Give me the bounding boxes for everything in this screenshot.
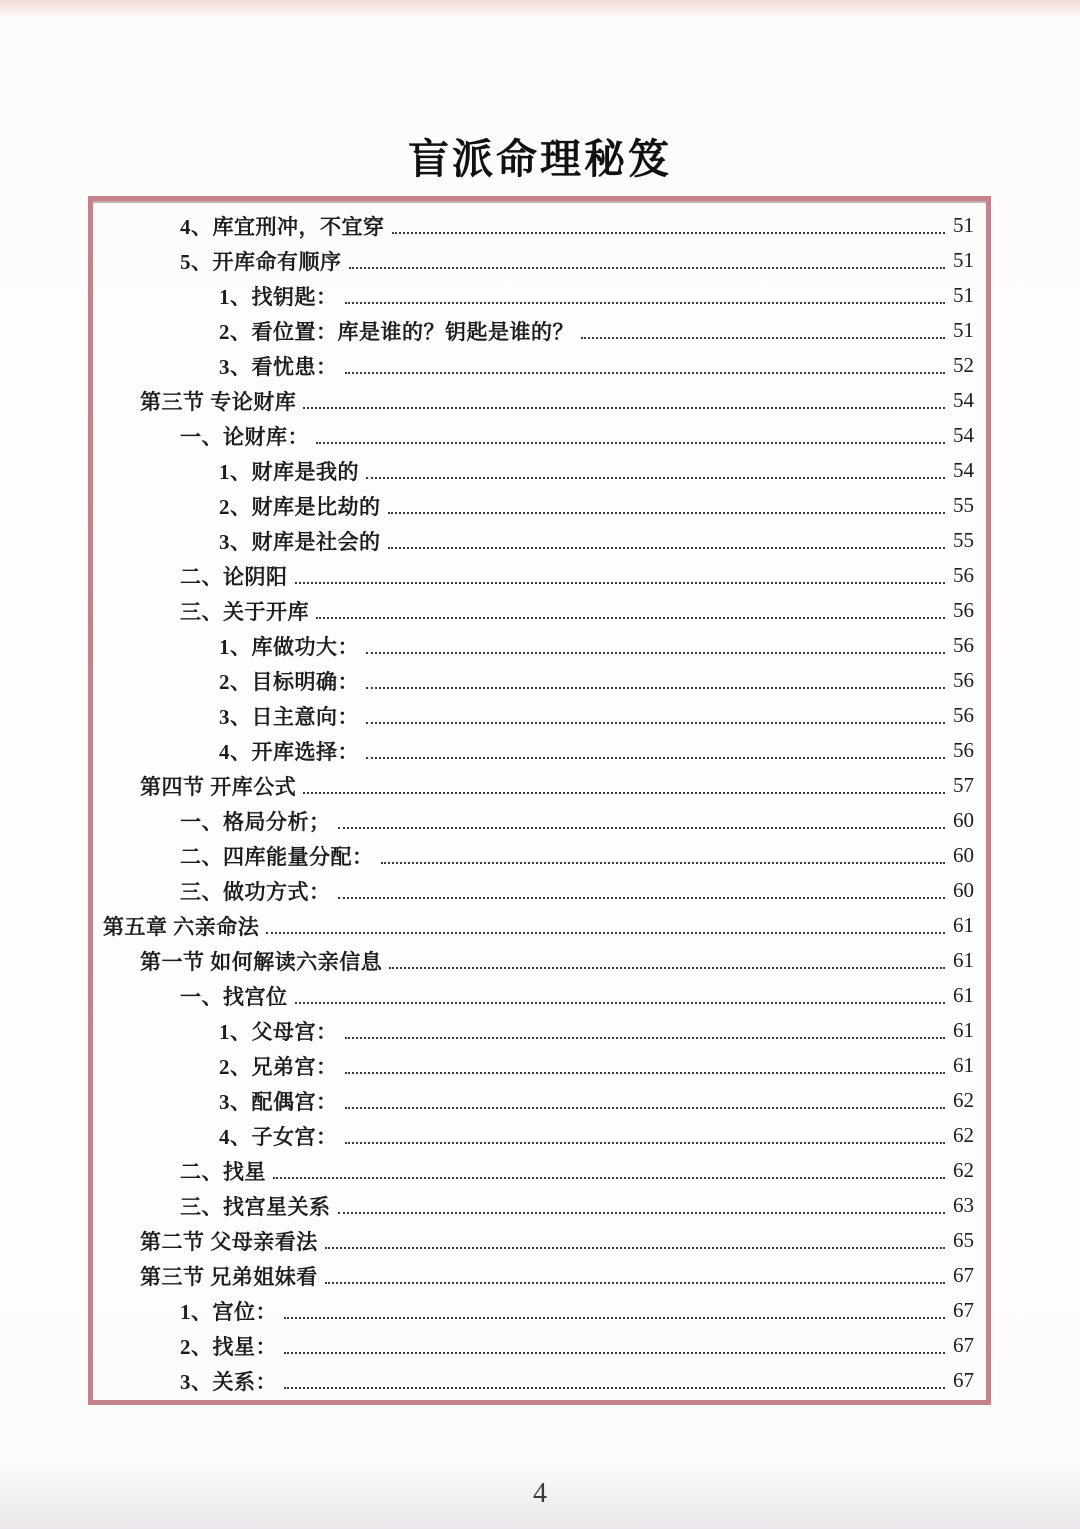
toc-entry <box>93 1153 974 1188</box>
toc-entry-title: 第三节 专论财库 <box>140 389 297 414</box>
toc-entry <box>93 838 974 873</box>
toc-entry-page-number: 67 <box>953 1298 974 1322</box>
page-number: 4 <box>533 1478 547 1509</box>
toc-entry <box>93 1188 974 1223</box>
toc-entry-page-number: 67 <box>953 1263 974 1287</box>
toc-entry-title: 三、做功方式： <box>180 879 331 904</box>
toc-entry-page-number: 61 <box>953 983 974 1007</box>
toc-entry-page-number: 56 <box>953 598 974 622</box>
toc-entry <box>93 313 974 348</box>
dot-leader <box>284 1317 945 1319</box>
toc-entry-page-number: 56 <box>953 563 974 587</box>
toc-entry <box>93 1223 974 1258</box>
toc-entry <box>93 628 974 663</box>
toc-entry-title: 4、库宜刑冲，不宜穿 <box>180 214 385 239</box>
toc-entry <box>93 1363 974 1398</box>
toc-entry-page-number: 61 <box>953 1018 974 1042</box>
toc-entry-page-number: 55 <box>953 493 974 517</box>
toc-entry-page-number: 61 <box>953 1053 974 1077</box>
toc-entry-page-number: 52 <box>953 353 974 377</box>
dot-leader <box>345 1072 946 1074</box>
toc-entry-title: 二、四库能量分配： <box>180 844 374 869</box>
dot-leader <box>349 267 946 269</box>
toc-entry-page-number: 56 <box>953 738 974 762</box>
toc-entry <box>93 803 974 838</box>
dot-leader <box>366 757 945 759</box>
toc-entry <box>93 663 974 698</box>
toc-list <box>93 208 974 1398</box>
toc-entry <box>93 383 974 418</box>
toc-entry <box>93 943 974 978</box>
dot-leader <box>303 407 945 409</box>
toc-entry-page-number: 54 <box>953 458 974 482</box>
toc-entry-title: 2、看位置：库是谁的？钥匙是谁的？ <box>219 319 574 344</box>
dot-leader <box>303 792 945 794</box>
toc-entry-page-number: 51 <box>953 248 974 272</box>
toc-frame <box>88 196 991 1405</box>
dot-leader <box>388 547 946 549</box>
toc-entry-title: 三、关于开库 <box>180 599 309 624</box>
toc-entry-page-number: 61 <box>953 948 974 972</box>
toc-entry-page-number: 62 <box>953 1088 974 1112</box>
toc-entry-page-number: 62 <box>953 1123 974 1147</box>
toc-entry-title: 1、父母宫： <box>219 1019 338 1044</box>
toc-entry <box>93 523 974 558</box>
toc-entry <box>93 488 974 523</box>
toc-entry-title: 4、开库选择： <box>219 739 359 764</box>
toc-entry <box>93 453 974 488</box>
toc-entry-title: 5、开库命有顺序 <box>180 249 342 274</box>
toc-entry-page-number: 60 <box>953 843 974 867</box>
toc-entry-title: 2、找星： <box>180 1334 277 1359</box>
toc-entry-title: 三、找宫星关系 <box>180 1194 331 1219</box>
dot-leader <box>273 1177 945 1179</box>
dot-leader <box>366 687 945 689</box>
toc-entry-title: 第二节 父母亲看法 <box>140 1229 318 1254</box>
toc-entry <box>93 558 974 593</box>
dot-leader <box>345 1037 946 1039</box>
toc-entry-page-number: 56 <box>953 633 974 657</box>
toc-entry <box>93 1083 974 1118</box>
toc-entry <box>93 768 974 803</box>
toc-entry-title: 3、财库是社会的 <box>219 529 381 554</box>
page-title: 盲派命理秘笈 <box>408 136 672 182</box>
toc-entry-title: 一、论财库： <box>180 424 309 449</box>
toc-entry-page-number: 54 <box>953 423 974 447</box>
toc-entry-title: 1、宫位： <box>180 1299 277 1324</box>
toc-entry-title: 二、论阴阳 <box>180 564 288 589</box>
dot-leader <box>284 1387 945 1389</box>
dot-leader <box>345 1142 946 1144</box>
toc-entry <box>93 873 974 908</box>
dot-leader <box>345 302 946 304</box>
toc-entry-title: 1、财库是我的 <box>219 459 359 484</box>
dot-leader <box>295 1002 946 1004</box>
toc-entry-page-number: 56 <box>953 668 974 692</box>
dot-leader <box>325 1247 945 1249</box>
dot-leader <box>325 1282 945 1284</box>
toc-entry <box>93 978 974 1013</box>
toc-entry-page-number: 65 <box>953 1228 974 1252</box>
toc-entry <box>93 1118 974 1153</box>
dot-leader <box>366 477 945 479</box>
toc-entry-page-number: 60 <box>953 878 974 902</box>
toc-entry-page-number: 51 <box>953 213 974 237</box>
toc-entry-title: 第三节 兄弟姐妹看 <box>140 1264 318 1289</box>
toc-entry <box>93 698 974 733</box>
toc-entry <box>93 1048 974 1083</box>
toc-entry-title: 2、财库是比劫的 <box>219 494 381 519</box>
toc-entry-title: 3、配偶宫： <box>219 1089 338 1114</box>
toc-entry-title: 1、找钥匙： <box>219 284 338 309</box>
toc-entry-title: 3、关系： <box>180 1369 277 1394</box>
toc-entry-page-number: 56 <box>953 703 974 727</box>
toc-entry-page-number: 55 <box>953 528 974 552</box>
dot-leader <box>345 372 946 374</box>
toc-entry <box>93 733 974 768</box>
toc-entry-title: 2、兄弟宫： <box>219 1054 338 1079</box>
dot-leader <box>388 512 946 514</box>
toc-entry-title: 1、库做功大： <box>219 634 359 659</box>
toc-entry-page-number: 54 <box>953 388 974 412</box>
toc-entry <box>93 418 974 453</box>
dot-leader <box>581 337 945 339</box>
dot-leader <box>366 652 945 654</box>
dot-leader <box>389 967 945 969</box>
toc-entry-title: 第五章 六亲命法 <box>103 914 260 939</box>
toc-entry <box>93 1293 974 1328</box>
toc-entry-page-number: 61 <box>953 913 974 937</box>
toc-entry-page-number: 60 <box>953 808 974 832</box>
dot-leader <box>338 1212 946 1214</box>
dot-leader <box>316 442 945 444</box>
toc-entry-title: 3、看忧患： <box>219 354 338 379</box>
toc-entry <box>93 1258 974 1293</box>
toc-entry <box>93 348 974 383</box>
toc-entry-title: 二、找星 <box>180 1159 266 1184</box>
dot-leader <box>345 1107 946 1109</box>
dot-leader <box>392 232 946 234</box>
toc-entry <box>93 243 974 278</box>
toc-entry-title: 4、子女宫： <box>219 1124 338 1149</box>
dot-leader <box>338 897 946 899</box>
toc-entry <box>93 278 974 313</box>
toc-entry <box>93 593 974 628</box>
toc-entry-title: 第一节 如何解读六亲信息 <box>140 949 383 974</box>
dot-leader <box>284 1352 945 1354</box>
dot-leader <box>366 722 945 724</box>
toc-entry <box>93 908 974 943</box>
dot-leader <box>295 582 946 584</box>
toc-entry-page-number: 51 <box>953 318 974 342</box>
toc-entry-page-number: 51 <box>953 283 974 307</box>
toc-entry <box>93 1328 974 1363</box>
toc-entry-page-number: 57 <box>953 773 974 797</box>
dot-leader <box>266 932 945 934</box>
dot-leader <box>338 827 946 829</box>
toc-entry-title: 2、目标明确： <box>219 669 359 694</box>
toc-entry-title: 一、格局分析； <box>180 809 331 834</box>
toc-entry-page-number: 67 <box>953 1333 974 1357</box>
dot-leader <box>381 862 946 864</box>
dot-leader <box>316 617 945 619</box>
toc-entry-page-number: 62 <box>953 1158 974 1182</box>
toc-entry-page-number: 63 <box>953 1193 974 1217</box>
toc-entry <box>93 208 974 243</box>
toc-entry <box>93 1013 974 1048</box>
toc-entry-title: 第四节 开库公式 <box>140 774 297 799</box>
toc-entry-title: 一、找宫位 <box>180 984 288 1009</box>
toc-entry-page-number: 67 <box>953 1368 974 1392</box>
toc-entry-title: 3、日主意向： <box>219 704 359 729</box>
